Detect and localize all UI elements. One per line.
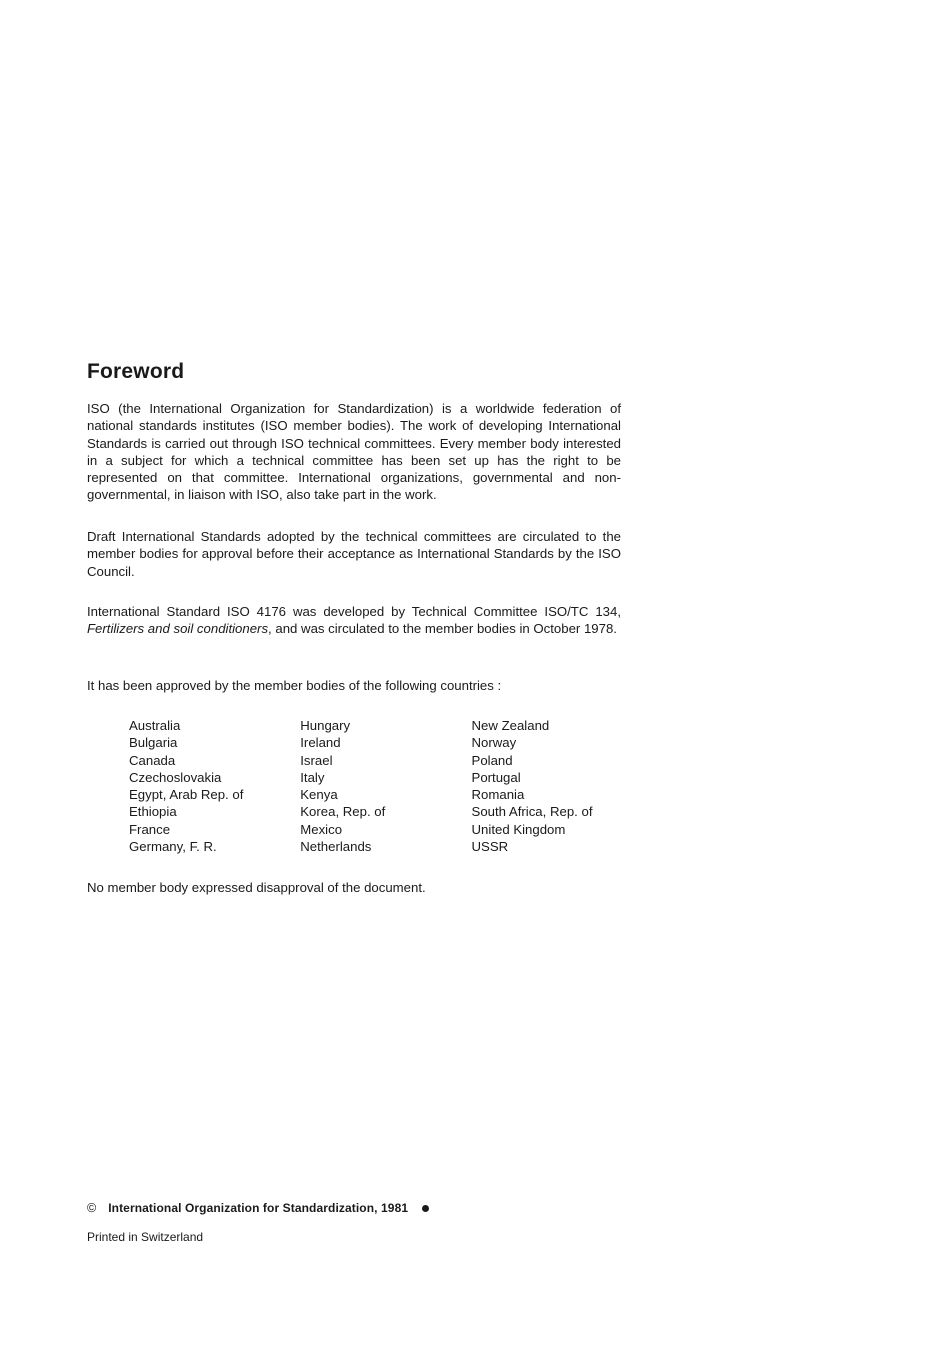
country-name: Ireland — [300, 735, 341, 751]
country-name: Korea, Rep. of — [300, 804, 386, 820]
copyright-organization: International Organization for Standardization, 1981 — [108, 1201, 409, 1215]
copyright-icon: © — [87, 1201, 97, 1215]
country-name: Portugal — [471, 769, 521, 785]
country-list — [129, 717, 629, 855]
printed-location: Printed in Switzerland — [87, 1230, 204, 1244]
country-column-3 — [472, 717, 629, 855]
country-name: USSR — [471, 839, 509, 855]
country-column-2 — [300, 717, 471, 855]
committee-name: Fertilizers and soil conditioners — [87, 621, 269, 637]
paragraph-standard-origin-part2: , and was circulated to the member bodies in October 1978. — [268, 621, 617, 637]
country-name: Hungary — [300, 718, 351, 733]
country-name: Kenya — [300, 787, 338, 803]
country-name: Norway — [471, 735, 517, 751]
country-name: Mexico — [300, 821, 343, 837]
paragraph-closing: No member body expressed disapproval of the document. — [87, 880, 426, 895]
country-name: Germany, F. R. — [129, 839, 217, 855]
bullet-icon — [422, 1205, 429, 1212]
paragraph-standard-origin-part1: International Standard ISO 4176 was developed by Technical Committee ISO/TC 134, — [87, 604, 621, 619]
country-name: United Kingdom — [471, 821, 566, 837]
country-name: South Africa, Rep. of — [471, 804, 593, 820]
country-name: France — [129, 821, 171, 837]
paragraph-approval: It has been approved by the member bodies of the following countries : — [87, 678, 502, 693]
country-name: Czechoslovakia — [129, 769, 222, 785]
copyright-line — [87, 1201, 429, 1215]
country-name: Canada — [129, 752, 176, 768]
country-name: Romania — [471, 787, 525, 803]
paragraph-standard-origin — [87, 603, 621, 638]
paragraph-draft-standards: Draft International Standards adopted by the technical committees are circulated to the member bodies for approval before their acceptance as International Standards by the ISO Council. — [87, 529, 621, 579]
country-name: Netherlands — [300, 839, 372, 855]
country-name: Australia — [129, 718, 181, 733]
country-name: Ethiopia — [129, 804, 177, 820]
country-name: Israel — [300, 752, 333, 768]
country-name: New Zealand — [471, 718, 550, 733]
country-name: Italy — [300, 769, 325, 785]
country-name: Bulgaria — [129, 735, 178, 751]
country-name: Egypt, Arab Rep. of — [129, 787, 244, 803]
country-name: Poland — [471, 752, 513, 768]
country-column-1 — [129, 717, 300, 855]
page-title: Foreword — [87, 360, 185, 383]
paragraph-iso-description: ISO (the International Organization for Standardization) is a worldwide federation of national standards institutes (ISO member bodies). The work of developing International Standards is carried out through ISO technical committees. Every member body interested in a subject for which a technical committee has been set up has the right to be represented on that committee. International organizations, governmental and non-governmental, in liaison with ISO, also take part in the work. — [87, 401, 621, 503]
